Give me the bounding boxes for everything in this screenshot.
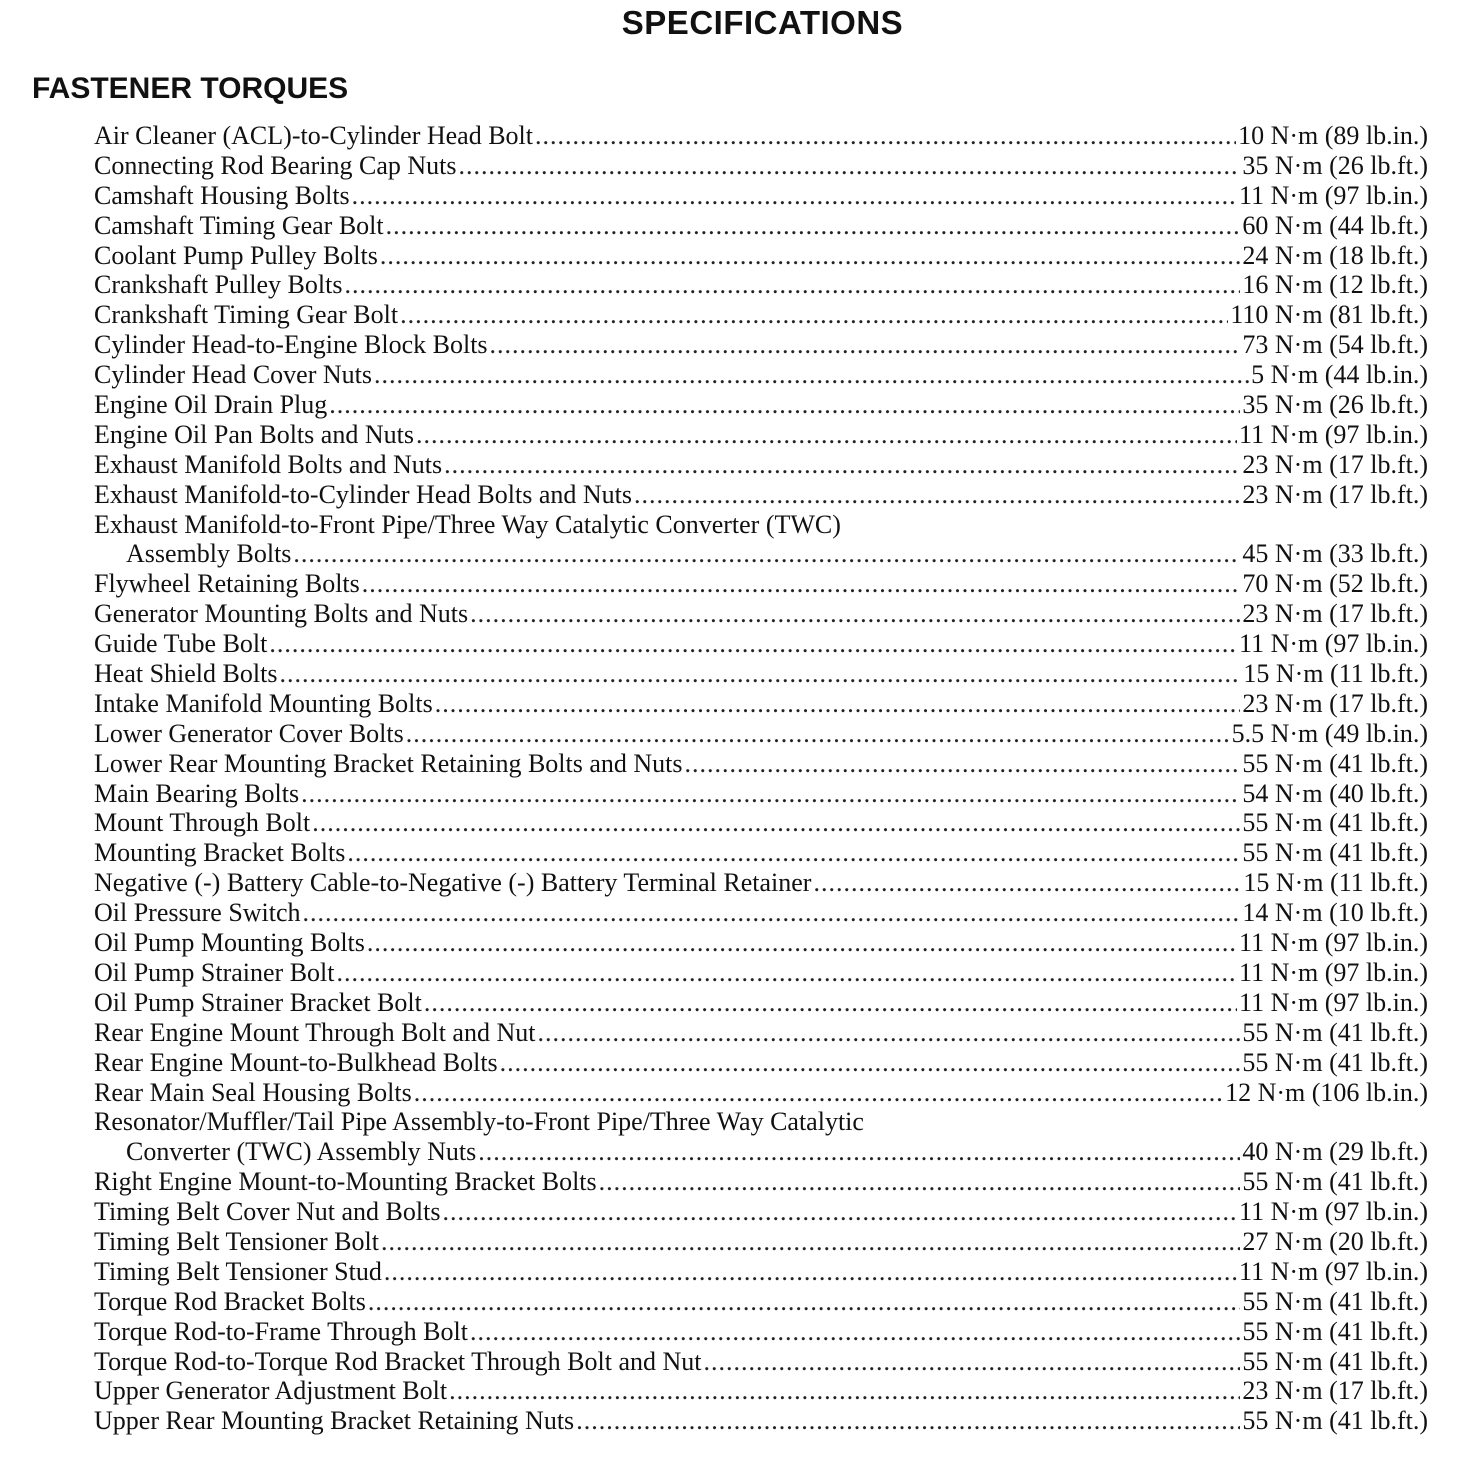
dot-leader	[406, 719, 1230, 749]
dot-leader	[362, 569, 1241, 599]
fastener-label: Exhaust Manifold-to-Front Pipe/Three Way Catalytic Converter (TWC)	[94, 509, 841, 539]
dot-leader	[312, 808, 1240, 838]
torque-row	[94, 1167, 1428, 1197]
dot-leader	[685, 749, 1241, 779]
torque-row	[94, 898, 1428, 928]
torque-row	[94, 569, 1428, 599]
fastener-label: Heat Shield Bolts	[94, 659, 278, 689]
fastener-label: Mounting Bracket Bolts	[94, 838, 346, 868]
fastener-label: Guide Tube Bolt	[94, 629, 268, 659]
torque-value: 40 N·m (29 lb.ft.)	[1242, 1137, 1428, 1167]
dot-leader	[337, 958, 1238, 988]
fastener-label: Exhaust Manifold Bolts and Nuts	[94, 449, 443, 479]
torque-value: 55 N·m (41 lb.ft.)	[1242, 1346, 1428, 1376]
fastener-label: Engine Oil Pan Bolts and Nuts	[94, 419, 414, 449]
torque-row	[94, 1227, 1428, 1257]
torque-value: 11 N·m (97 lb.in.)	[1239, 957, 1428, 987]
torque-row	[94, 689, 1428, 719]
fastener-label: Assembly Bolts	[126, 539, 292, 569]
torque-row	[94, 838, 1428, 868]
torque-value: 55 N·m (41 lb.ft.)	[1242, 1017, 1428, 1047]
torque-row	[94, 1347, 1428, 1377]
fastener-label: Upper Rear Mounting Bracket Retaining Nuts	[94, 1406, 575, 1436]
dot-leader	[269, 629, 1237, 659]
torque-row	[94, 420, 1428, 450]
torque-value: 45 N·m (33 lb.ft.)	[1242, 539, 1428, 569]
torque-row	[94, 1376, 1428, 1406]
torque-value: 70 N·m (52 lb.ft.)	[1242, 569, 1428, 599]
dot-leader	[344, 270, 1240, 300]
fastener-label: Exhaust Manifold-to-Cylinder Head Bolts and Nuts	[94, 479, 632, 509]
dot-leader	[374, 360, 1249, 390]
fastener-label: Timing Belt Tensioner Stud	[94, 1256, 382, 1286]
torque-row	[94, 1018, 1428, 1048]
torque-value: 12 N·m (106 lb.in.)	[1225, 1077, 1428, 1107]
dot-leader	[424, 988, 1237, 1018]
fastener-label: Camshaft Housing Bolts	[94, 180, 350, 210]
torque-row	[94, 1257, 1428, 1287]
torque-value: 55 N·m (41 lb.ft.)	[1242, 1167, 1428, 1197]
torque-row	[94, 659, 1428, 689]
fastener-label: Main Bearing Bolts	[94, 778, 300, 808]
torque-value: 23 N·m (17 lb.ft.)	[1242, 449, 1428, 479]
torque-row	[94, 988, 1428, 1018]
dot-leader	[435, 689, 1241, 719]
fastener-label: Mount Through Bolt	[94, 808, 311, 838]
torque-value: 11 N·m (97 lb.in.)	[1239, 987, 1428, 1017]
dot-leader	[599, 1167, 1241, 1197]
torque-row	[94, 270, 1428, 300]
fastener-label: Crankshaft Timing Gear Bolt	[94, 300, 399, 330]
fastener-label: Torque Rod-to-Torque Rod Bracket Through Bolt and Nut	[94, 1346, 702, 1376]
dot-leader	[704, 1347, 1241, 1377]
fastener-label: Engine Oil Drain Plug	[94, 390, 328, 420]
fastener-label: Converter (TWC) Assembly Nuts	[126, 1137, 477, 1167]
dot-leader	[414, 1078, 1223, 1108]
torque-value: 23 N·m (17 lb.ft.)	[1242, 599, 1428, 629]
dot-leader	[478, 1137, 1240, 1167]
dot-leader	[303, 898, 1241, 928]
dot-leader	[400, 300, 1228, 330]
torque-row	[94, 1137, 1428, 1167]
fastener-label: Intake Manifold Mounting Bolts	[94, 688, 433, 718]
torque-value: 11 N·m (97 lb.in.)	[1239, 1197, 1428, 1227]
dot-leader	[634, 480, 1240, 510]
torque-row	[94, 151, 1428, 181]
torque-value: 55 N·m (41 lb.ft.)	[1242, 808, 1428, 838]
fastener-label: Generator Mounting Bolts and Nuts	[94, 599, 469, 629]
page-title: SPECIFICATIONS	[621, 4, 904, 41]
fastener-label: Flywheel Retaining Bolts	[94, 569, 360, 599]
fastener-label: Oil Pump Strainer Bracket Bolt	[94, 987, 422, 1017]
torque-value: 55 N·m (41 lb.ft.)	[1242, 1316, 1428, 1346]
torque-row	[94, 1048, 1428, 1078]
torque-row	[94, 480, 1428, 510]
fastener-label: Rear Engine Mount Through Bolt and Nut	[94, 1017, 536, 1047]
torque-row	[94, 599, 1428, 629]
dot-leader	[293, 539, 1240, 569]
torque-row	[94, 958, 1428, 988]
torque-value: 11 N·m (97 lb.in.)	[1239, 1256, 1428, 1286]
torque-row	[94, 1287, 1428, 1317]
torque-row	[94, 1107, 1428, 1137]
torque-value: 16 N·m (12 lb.ft.)	[1242, 270, 1428, 300]
fastener-label: Torque Rod-to-Frame Through Bolt	[94, 1316, 468, 1346]
torque-row	[94, 749, 1428, 779]
torque-value: 11 N·m (97 lb.in.)	[1239, 629, 1428, 659]
fastener-label: Timing Belt Cover Nut and Bolts	[94, 1197, 441, 1227]
dot-leader	[470, 1317, 1240, 1347]
dot-leader	[537, 1018, 1240, 1048]
dot-leader	[381, 1227, 1240, 1257]
fastener-label: Coolant Pump Pulley Bolts	[94, 240, 378, 270]
torque-row	[94, 1406, 1428, 1436]
dot-leader	[470, 599, 1240, 629]
dot-leader	[444, 450, 1240, 480]
fastener-label: Lower Generator Cover Bolts	[94, 718, 404, 748]
torque-row	[94, 928, 1428, 958]
torque-row	[94, 719, 1428, 749]
torque-value: 23 N·m (17 lb.ft.)	[1242, 479, 1428, 509]
fastener-label: Cylinder Head-to-Engine Block Bolts	[94, 330, 488, 360]
torque-value: 55 N·m (41 lb.ft.)	[1242, 1406, 1428, 1436]
torque-value: 14 N·m (10 lb.ft.)	[1242, 898, 1428, 928]
dot-leader	[813, 868, 1241, 898]
torque-row	[94, 868, 1428, 898]
dot-leader	[576, 1406, 1240, 1436]
torque-row	[94, 1078, 1428, 1108]
dot-leader	[380, 241, 1241, 271]
torque-row	[94, 808, 1428, 838]
fastener-label: Lower Rear Mounting Bracket Retaining Bolts and Nuts	[94, 748, 683, 778]
fastener-label: Rear Engine Mount-to-Bulkhead Bolts	[94, 1047, 498, 1077]
fastener-label: Timing Belt Tensioner Bolt	[94, 1226, 379, 1256]
dot-leader	[459, 151, 1241, 181]
dot-leader	[329, 390, 1240, 420]
fastener-label: Rear Main Seal Housing Bolts	[94, 1077, 412, 1107]
torque-value: 5.5 N·m (49 lb.in.)	[1231, 718, 1428, 748]
fastener-label: Torque Rod Bracket Bolts	[94, 1286, 366, 1316]
fastener-label: Crankshaft Pulley Bolts	[94, 270, 343, 300]
torque-row	[94, 779, 1428, 809]
torque-row	[94, 1317, 1428, 1347]
torque-row	[94, 629, 1428, 659]
dot-leader	[490, 330, 1241, 360]
torque-value: 73 N·m (54 lb.ft.)	[1242, 330, 1428, 360]
torque-value: 15 N·m (11 lb.ft.)	[1243, 868, 1428, 898]
torque-row	[94, 181, 1428, 211]
torque-row	[94, 360, 1428, 390]
torque-row	[94, 510, 1428, 540]
fastener-label: Cylinder Head Cover Nuts	[94, 360, 373, 390]
torque-value: 55 N·m (41 lb.ft.)	[1242, 1047, 1428, 1077]
torque-value: 11 N·m (97 lb.in.)	[1239, 928, 1428, 958]
fastener-label: Upper Generator Adjustment Bolt	[94, 1376, 448, 1406]
torque-spec-list	[94, 121, 1428, 1436]
torque-row	[94, 330, 1428, 360]
torque-value: 35 N·m (26 lb.ft.)	[1242, 390, 1428, 420]
torque-row	[94, 450, 1428, 480]
torque-row	[94, 539, 1428, 569]
fastener-label: Camshaft Timing Gear Bolt	[94, 210, 384, 240]
dot-leader	[500, 1048, 1241, 1078]
dot-leader	[535, 121, 1236, 151]
torque-value: 15 N·m (11 lb.ft.)	[1243, 659, 1428, 689]
torque-value: 55 N·m (41 lb.ft.)	[1242, 1286, 1428, 1316]
dot-leader	[301, 779, 1240, 809]
dot-leader	[384, 1257, 1237, 1287]
fastener-label: Negative (-) Battery Cable-to-Negative (-) Battery Terminal Retainer	[94, 868, 812, 898]
torque-row	[94, 121, 1428, 151]
torque-row	[94, 211, 1428, 241]
torque-value: 24 N·m (18 lb.ft.)	[1242, 240, 1428, 270]
dot-leader	[416, 420, 1237, 450]
fastener-label: Connecting Rod Bearing Cap Nuts	[94, 150, 457, 180]
torque-value: 23 N·m (17 lb.ft.)	[1242, 1376, 1428, 1406]
torque-value: 10 N·m (89 lb.in.)	[1238, 121, 1428, 150]
torque-value: 55 N·m (41 lb.ft.)	[1242, 748, 1428, 778]
torque-value: 54 N·m (40 lb.ft.)	[1242, 778, 1428, 808]
torque-value: 55 N·m (41 lb.ft.)	[1242, 838, 1428, 868]
dot-leader	[449, 1376, 1240, 1406]
fastener-label: Resonator/Muffler/Tail Pipe Assembly-to-Front Pipe/Three Way Catalytic	[94, 1107, 864, 1137]
dot-leader	[368, 1287, 1241, 1317]
dot-leader	[442, 1197, 1237, 1227]
dot-leader	[367, 928, 1237, 958]
fastener-label: Oil Pump Mounting Bolts	[94, 928, 365, 958]
dot-leader	[279, 659, 1241, 689]
torque-value: 35 N·m (26 lb.ft.)	[1242, 150, 1428, 180]
dot-leader	[386, 211, 1241, 241]
torque-row	[94, 390, 1428, 420]
dot-leader	[352, 181, 1237, 211]
torque-row	[94, 241, 1428, 271]
fastener-label: Oil Pressure Switch	[94, 898, 301, 928]
torque-value: 5 N·m (44 lb.in.)	[1251, 360, 1428, 390]
torque-value: 110 N·m (81 lb.ft.)	[1230, 300, 1428, 330]
dot-leader	[347, 838, 1240, 868]
section-title: FASTENER TORQUES	[32, 72, 349, 105]
torque-value: 11 N·m (97 lb.in.)	[1239, 180, 1428, 210]
torque-value: 11 N·m (97 lb.in.)	[1239, 419, 1428, 449]
torque-row	[94, 1197, 1428, 1227]
fastener-label: Air Cleaner (ACL)-to-Cylinder Head Bolt	[94, 121, 533, 150]
fastener-label: Oil Pump Strainer Bolt	[94, 957, 335, 987]
torque-value: 27 N·m (20 lb.ft.)	[1242, 1226, 1428, 1256]
torque-row	[94, 300, 1428, 330]
fastener-label: Right Engine Mount-to-Mounting Bracket Bolts	[94, 1167, 597, 1197]
torque-value: 60 N·m (44 lb.ft.)	[1242, 210, 1428, 240]
torque-value: 23 N·m (17 lb.ft.)	[1242, 688, 1428, 718]
